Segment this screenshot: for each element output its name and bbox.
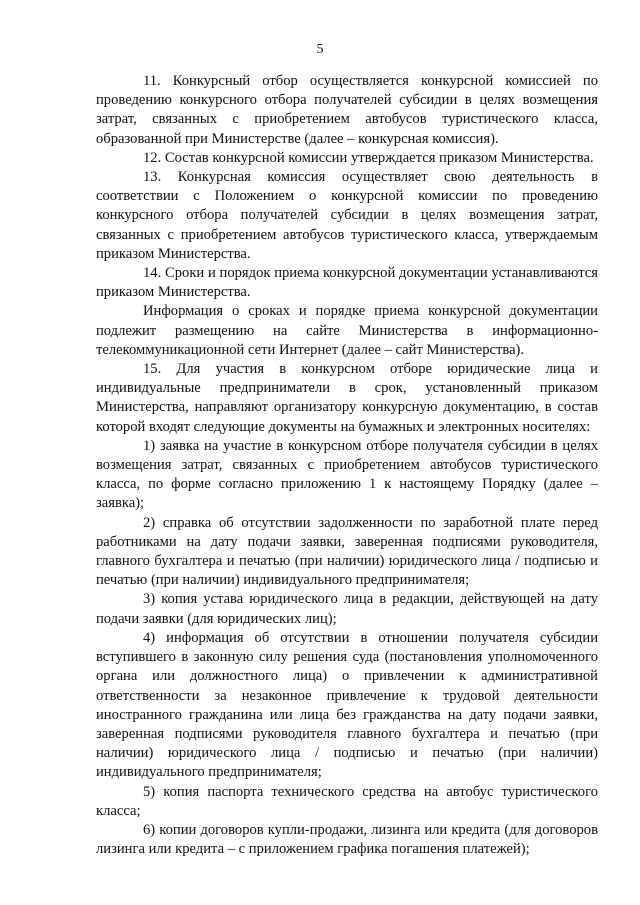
page-number: 5 (316, 42, 324, 57)
paragraph-14: 14. Сроки и порядок приема конкурсной документации устанавливаются приказом Министерства. (96, 265, 598, 301)
list-item-5: 5) копия паспорта технического средства на автобус туристического класса; (96, 783, 598, 819)
paragraph-14-info: Информация о сроках и порядке приема конкурсной документации подлежит размещению на сайте Министерства в информационно-телекоммуникационной сети Интернет (далее – сайт Министерства). (96, 303, 598, 358)
list-item-3: 3) копия устава юридического лица в редакции, действующей на дату подачи заявки (для юридических лиц); (96, 591, 598, 627)
list-item-1: 1) заявка на участие в конкурсном отборе получателя субсидии в целях возмещения затрат, связанных с приобретением автобусов туристического класса, по форме согласно приложению 1 к настоящему Порядку (далее – заявка); (96, 437, 598, 512)
paragraph-12: 12. Состав конкурсной комиссии утверждается приказом Министерства. (143, 149, 594, 166)
paragraph-13: 13. Конкурсная комиссия осуществляет свою деятельность в соответствии с Положением о конкурсной комиссии по проведению конкурсного отбора получателей субсидии в целях возмещения затрат, связанных с приобретением автобусов туристического класса, утверждаемым приказом Министерства. (96, 169, 598, 262)
document-body (96, 72, 598, 859)
paragraph-15: 15. Для участия в конкурсном отборе юридические лица и индивидуальные предприниматели в срок, установленный приказом Министерства, направляют организатору конкурсную документацию, в состав которой входят следующие документы на бумажных и электронных носителях: (96, 361, 598, 435)
list-item-4: 4) информация об отсутствии в отношении получателя субсидии вступившего в законную силу решения суда (постановления уполномоченного органа или должностного лица) о привлечении к административной ответственности за незаконное привлечение к трудовой деятельности иностранного гражданина или лица без гражданства на дату подачи заявки, заверенная подписями руководителя главного бухгалтера и печатью (при наличии) юридического лица / подписью и печатью (при наличии) индивидуального предпринимателя; (96, 629, 598, 781)
paragraph-11: 11. Конкурсный отбор осуществляется конкурсной комиссией по проведению конкурсного отбора получателей субсидии в целях возмещения затрат, связанных с приобретением автобусов туристического класса, образованной при Министерстве (далее – конкурсная комиссия). (96, 73, 598, 147)
list-item-6: 6) копии договоров купли-продажи, лизинга или кредита (для договоров лизинга или кредита – с приложением графика погашения платежей); (96, 821, 598, 858)
list-item-2: 2) справка об отсутствии задолженности по заработной плате перед работниками на дату подачи заявки, заверенная подписями руководителя, главного бухгалтера и печатью (при наличии) юридического лица / подписью и печатью (при наличии) индивидуального предпринимателя; (96, 514, 598, 589)
